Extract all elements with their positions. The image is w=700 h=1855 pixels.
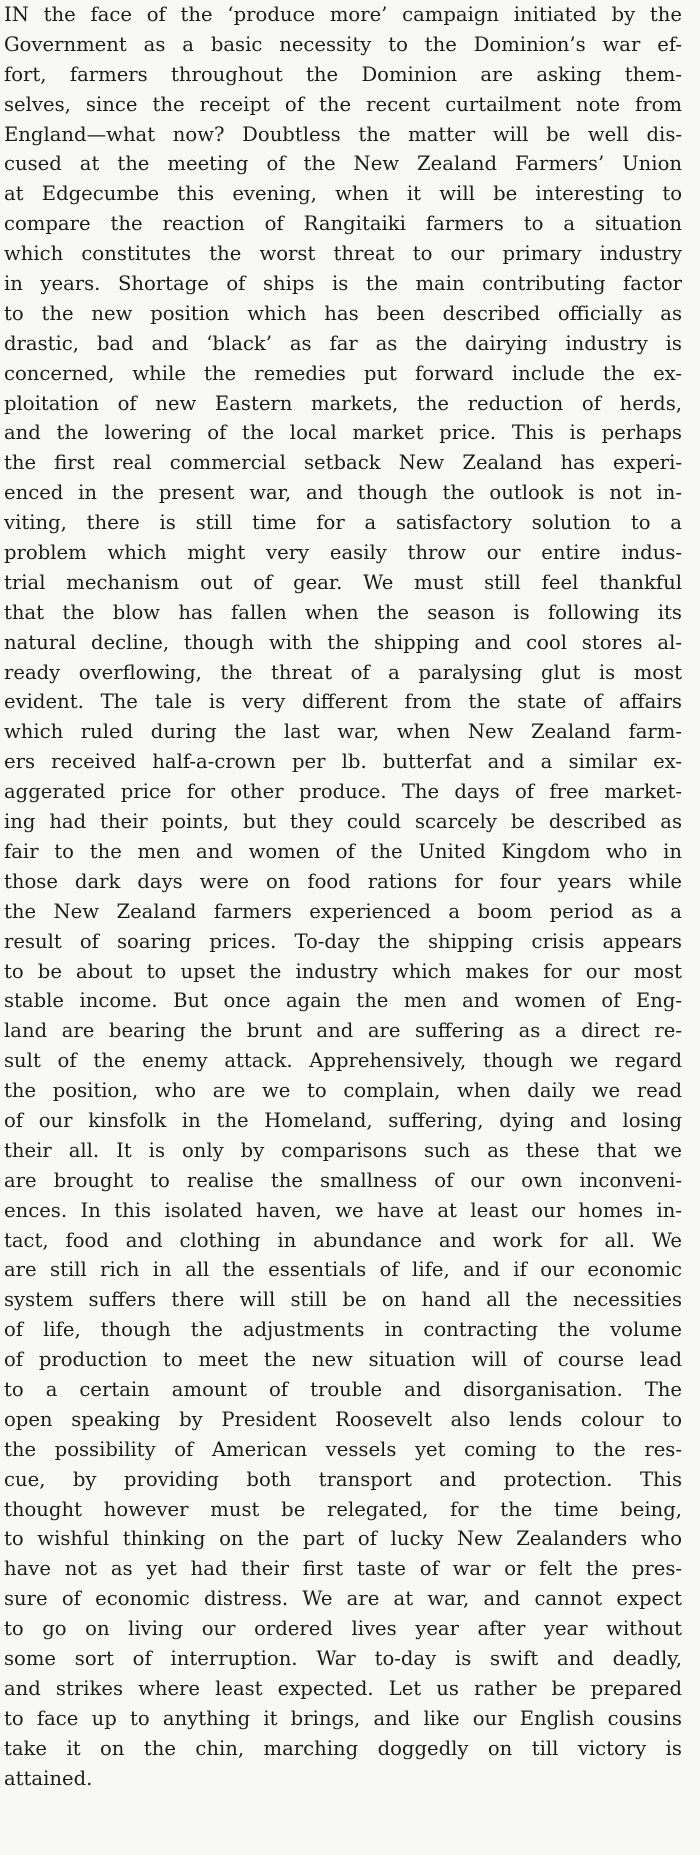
text-line: IN the face of the ‘produce more’ campaign initiated by the — [4, 3, 682, 26]
text-line: sult of the enemy attack. Apprehensively, though we regard — [4, 1049, 682, 1073]
text-line: Government as a basic necessity to the Dominion’s war ef- — [4, 32, 682, 56]
text-line: attained. — [4, 1766, 93, 1790]
text-line: selves, since the receipt of the recent curtailment note from — [4, 92, 682, 116]
text-line: ing had their points, but they could scarcely be described as — [4, 810, 682, 834]
text-line: to wishful thinking on the part of lucky New Zealanders who — [4, 1527, 682, 1551]
text-line: to face up to anything it brings, and like our English cousins — [4, 1706, 682, 1730]
text-line: are still rich in all the essentials of life, and if our economic — [4, 1258, 682, 1282]
text-line: cused at the meeting of the New Zealand Farmers’ Union — [4, 152, 682, 176]
text-line: England—what now? Doubtless the matter will be well dis- — [4, 122, 682, 146]
text-line: thought however must be relegated, for the time being, — [4, 1497, 682, 1521]
text-line: natural decline, though with the shipping and cool stores al- — [4, 630, 682, 654]
text-line: ploitation of new Eastern markets, the reduction of herds, — [4, 391, 682, 415]
editorial-column — [4, 0, 682, 1793]
text-line: trial mechanism out of gear. We must still feel thankful — [4, 570, 682, 594]
text-line: the first real commercial setback New Zealand has experi- — [4, 451, 682, 475]
text-line: ready overflowing, the threat of a paralysing glut is most — [4, 660, 682, 684]
text-line: evident. The tale is very different from the state of affairs — [4, 690, 682, 714]
text-line: in years. Shortage of ships is the main contributing factor — [4, 272, 682, 296]
text-line: sure of economic distress. We are at war, and cannot expect — [4, 1587, 682, 1611]
text-line: that the blow has fallen when the season is following its — [4, 600, 682, 624]
text-line: viting, there is still time for a satisfactory solution to a — [4, 511, 682, 535]
text-line: ers received half-a-crown per lb. butterfat and a similar ex- — [4, 750, 682, 774]
text-line: to go on living our ordered lives year after year without — [4, 1617, 682, 1641]
text-line: drastic, bad and ‘black’ as far as the dairying industry is — [4, 331, 682, 355]
text-line: problem which might very easily throw our entire indus- — [4, 541, 682, 565]
text-line: and strikes where least expected. Let us rather be prepared — [4, 1676, 682, 1700]
text-line: land are bearing the brunt and are suffering as a direct re- — [4, 1019, 682, 1043]
text-line: which constitutes the worst threat to our primary industry — [4, 242, 682, 266]
text-line: system suffers there will still be on hand all the necessities — [4, 1288, 682, 1312]
text-line: which ruled during the last war, when New Zealand farm- — [4, 720, 682, 744]
text-line: some sort of interruption. War to-day is swift and deadly, — [4, 1646, 682, 1670]
text-line: cue, by providing both transport and protection. This — [4, 1467, 682, 1491]
text-line: result of soaring prices. To-day the shipping crisis appears — [4, 929, 682, 953]
text-line: their all. It is only by comparisons such as these that we — [4, 1138, 682, 1162]
text-line: compare the reaction of Rangitaiki farmers to a situation — [4, 212, 682, 236]
text-line: at Edgecumbe this evening, when it will be interesting to — [4, 182, 682, 206]
text-line: enced in the present war, and though the outlook is not in- — [4, 481, 682, 505]
text-line: are brought to realise the smallness of our own inconveni- — [4, 1168, 682, 1192]
text-line: open speaking by President Roosevelt also lends colour to — [4, 1407, 682, 1431]
text-line: those dark days were on food rations for four years while — [4, 869, 682, 893]
text-line: fair to the men and women of the United Kingdom who in — [4, 839, 682, 863]
text-line: fort, farmers throughout the Dominion are asking them- — [4, 62, 682, 86]
text-line: concerned, while the remedies put forward include the ex- — [4, 361, 682, 385]
text-line: stable income. But once again the men and women of Eng- — [4, 989, 682, 1013]
text-line: of production to meet the new situation will of course lead — [4, 1348, 682, 1372]
text-line: ences. In this isolated haven, we have at least our homes in- — [4, 1198, 682, 1222]
text-line: to a certain amount of trouble and disorganisation. The — [4, 1377, 682, 1401]
text-line: and the lowering of the local market price. This is perhaps — [4, 421, 682, 445]
text-line: the possibility of American vessels yet coming to the res- — [4, 1437, 682, 1461]
text-line: the position, who are we to complain, when daily we read — [4, 1079, 682, 1103]
text-line: have not as yet had their first taste of war or felt the pres- — [4, 1557, 682, 1581]
text-line: the New Zealand farmers experienced a boom period as a — [4, 899, 682, 923]
text-line: of our kinsfolk in the Homeland, suffering, dying and losing — [4, 1108, 682, 1132]
text-line: take it on the chin, marching doggedly on till victory is — [4, 1736, 682, 1760]
text-line: to be about to upset the industry which makes for our most — [4, 959, 682, 983]
text-line: to the new position which has been described officially as — [4, 301, 682, 325]
text-line: of life, though the adjustments in contracting the volume — [4, 1318, 682, 1342]
text-line: tact, food and clothing in abundance and work for all. We — [4, 1228, 682, 1252]
text-line: aggerated price for other produce. The days of free market- — [4, 780, 682, 804]
